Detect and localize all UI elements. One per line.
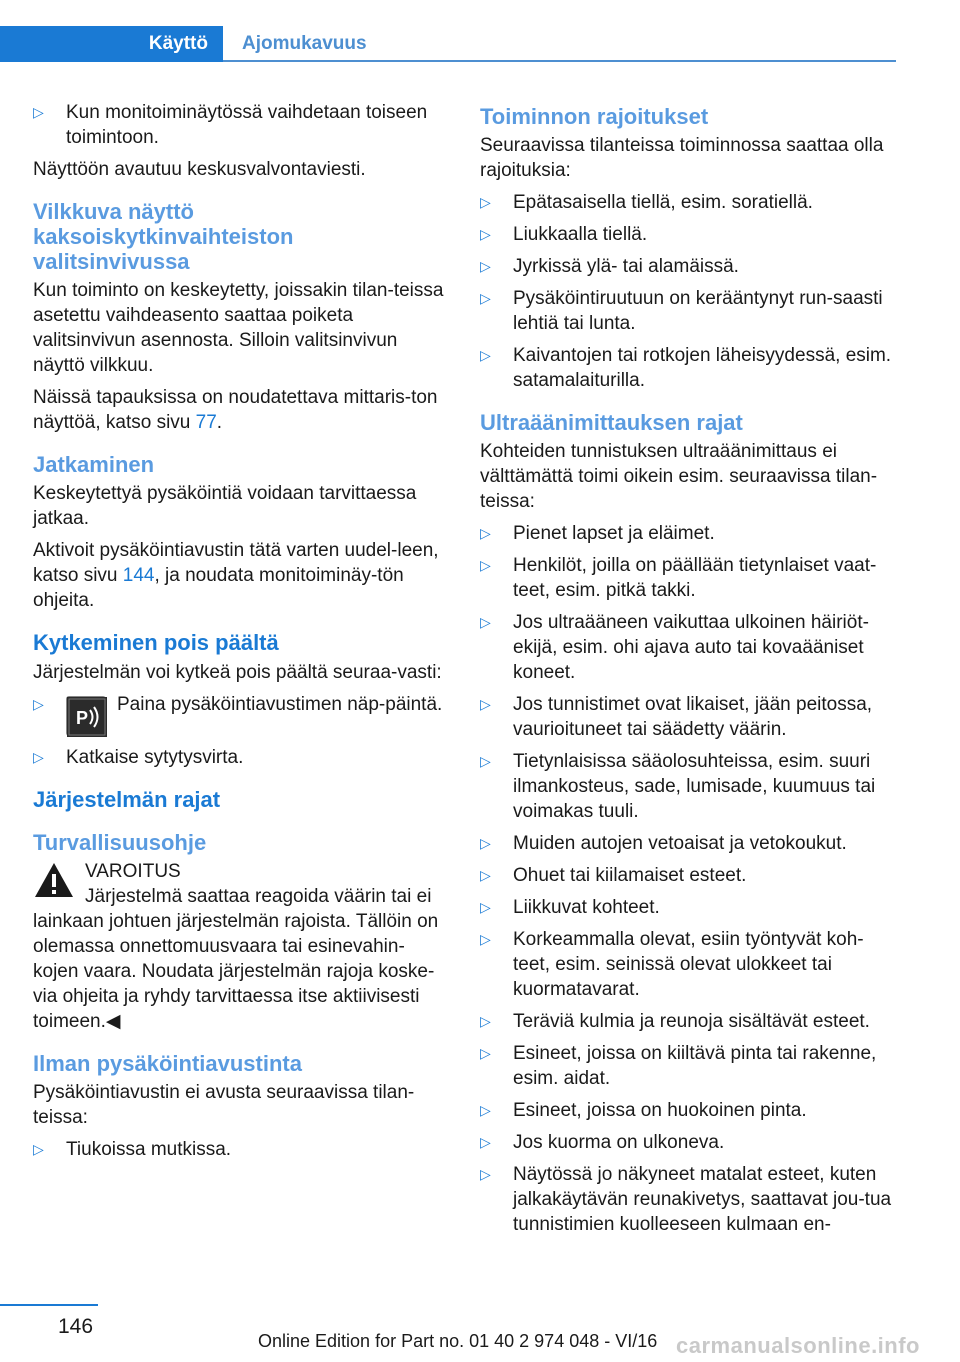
- svg-text:P: P: [76, 708, 89, 728]
- heading-ilman: Ilman pysäköintiavustinta: [33, 1051, 302, 1076]
- paragraph: Näyttöön avautuu keskusvalvontaviesti.: [33, 159, 366, 180]
- bullet-icon: ▷: [480, 1134, 491, 1150]
- paragraph: Kun toiminto on keskeytetty, joissakin tilan‐teissa asetettu vaihdeasento saattaa poiketa valitsinvivun asennosta. Silloin valitsinvivun näyttö vilkkuu.: [33, 280, 444, 376]
- bullet-icon: ▷: [480, 557, 491, 573]
- list-ultraaani: [480, 521, 898, 1237]
- page-link-144[interactable]: 144: [122, 565, 155, 586]
- edition-text: Online Edition for Part no. 01 40 2 974 048 - VI/16: [258, 1331, 658, 1351]
- list-item: ▷ Esineet, joissa on kiiltävä pinta tai rakenne, esim. aidat.: [480, 1043, 877, 1089]
- list-item: ▷ Korkeammalla olevat, esiin työntyvät koh‐teet, esim. seinissä olevat ulokkeet tai kuormatavarat.: [480, 929, 864, 1000]
- list-item: ▷ Pysäköintiruutuun on kerääntynyt run‐saasti lehtiä tai lunta.: [480, 288, 883, 334]
- heading-kytkeminen: Kytkeminen pois päältä: [33, 630, 279, 655]
- bullet-icon: ▷: [480, 1013, 491, 1029]
- warning-triangle-icon: [33, 861, 75, 899]
- paragraph: Aktivoit pysäköintiavustin tätä varten uudel‐leen, katso sivu 144, ja noudata monitoiminäy‐tön ohjeita.: [33, 540, 439, 611]
- list-item: ▷ Teräviä kulmia ja reunoja sisältävät esteet.: [480, 1011, 870, 1032]
- paragraph: Näissä tapauksissa on noudatettava mittaris‐ton näyttöä, katso sivu 77.: [33, 387, 438, 433]
- bullet-icon: ▷: [480, 1166, 491, 1182]
- bullet-icon: ▷: [480, 1102, 491, 1118]
- list-item: ▷ Muiden autojen vetoaisat ja vetokoukut.: [480, 833, 847, 854]
- warning-text: Järjestelmä saattaa reagoida väärin tai ei lainkaan johtuen järjestelmän rajoista. Tällöin on olemassa onnettomuusvaara tai esinevahin‐kojen vaara. Noudata järjestelmän rajoja koske‐via ohjeita ja ryhdy tarvittaessa itse aktiivisesti toimeen.◀: [33, 886, 439, 1032]
- bullet-icon: ▷: [480, 525, 491, 541]
- warning-block: [33, 859, 448, 1034]
- list-item: ▷ Epätasaisella tiellä, esim. soratiellä.: [480, 192, 813, 213]
- paragraph: Kohteiden tunnistuksen ultraäänimittaus ei välttämättä toimi oikein esim. seuraavissa tilan‐teissa:: [480, 441, 878, 512]
- bullet-icon: ▷: [480, 867, 491, 883]
- bullet-icon: ▷: [480, 899, 491, 915]
- list-item: ▷ Jos ultraääneen vaikuttaa ulkoinen häiriöt‐ekijä, esim. ohi ajava auto tai kovaääniset koneet.: [480, 612, 869, 683]
- bullet-icon: ▷: [480, 258, 491, 274]
- heading-ultraaani: Ultraäänimittauksen rajat: [480, 410, 743, 435]
- left-column: [33, 100, 448, 1169]
- park-assist-button-icon: [66, 696, 106, 736]
- list-item: ▷ Kaivantojen tai rotkojen läheisyydessä, esim. satamalaiturilla.: [480, 345, 892, 391]
- list-item: ▷ Liikkuvat kohteet.: [480, 897, 660, 918]
- bullet-icon: ▷: [480, 835, 491, 851]
- list-item: ▷ Kun monitoiminäytössä vaihdetaan toiseen toimintoon.: [33, 102, 428, 148]
- tab-kaytto[interactable]: Käyttö: [0, 26, 223, 62]
- list-item: ▷ Näytössä jo näkyneet matalat esteet, kuten jalkakäytävän reunakivetys, saattavat jou‐tua tunnistimien kuolleeseen kulmaan en‐: [480, 1164, 892, 1235]
- list-item: ▷ Jyrkissä ylä- tai alamäissä.: [480, 256, 739, 277]
- heading-rajat: Järjestelmän rajat: [33, 787, 221, 812]
- list-item: ▷ Tiukoissa mutkissa.: [33, 1139, 232, 1160]
- paragraph: Seuraavissa tilanteissa toiminnossa saattaa olla rajoituksia:: [480, 135, 884, 181]
- list-item: ▷ Jos tunnistimet ovat likaiset, jään peitossa, vaurioituneet tai säädetty väärin.: [480, 694, 873, 740]
- page-number: 146: [58, 1315, 94, 1338]
- bullet-icon: ▷: [33, 1141, 44, 1157]
- list-item: ▷ Liukkaalla tiellä.: [480, 224, 648, 245]
- bullet-icon: ▷: [480, 614, 491, 630]
- bullet-icon: ▷: [480, 194, 491, 210]
- list-rajoitukset: [480, 190, 898, 393]
- warning-title: VAROITUS: [85, 861, 181, 882]
- list-item: ▷ Tietynlaisissa sääolosuhteissa, esim. suuri ilmankosteus, sade, lumisade, kuumuus tai voimakas tuuli.: [480, 751, 876, 822]
- bullet-icon: ▷: [480, 290, 491, 306]
- bullet-icon: ▷: [33, 104, 44, 120]
- list-item: ▷ Katkaise sytytysvirta.: [33, 747, 244, 768]
- bullet-icon: ▷: [480, 1045, 491, 1061]
- page-link-77[interactable]: 77: [195, 412, 217, 433]
- paragraph: Järjestelmän voi kytkeä pois päältä seuraa‐vasti:: [33, 662, 442, 683]
- bullet-icon: ▷: [33, 696, 44, 712]
- bullet-icon: ▷: [480, 696, 491, 712]
- header-rule: [223, 60, 896, 62]
- tab-ajomukavuus[interactable]: Ajomukavuus: [242, 33, 367, 54]
- bullet-icon: ▷: [480, 931, 491, 947]
- list-item: ▷ Jos kuorma on ulkoneva.: [480, 1132, 725, 1153]
- footer-rule: [0, 1304, 98, 1306]
- list-item: ▷ Ohuet tai kiilamaiset esteet.: [480, 865, 747, 886]
- list-item: ▷ Henkilöt, joilla on päällään tietynlaiset vaat‐teet, esim. pitkä takki.: [480, 555, 877, 601]
- paragraph: Pysäköintiavustin ei avusta seuraavissa tilan‐teissa:: [33, 1082, 415, 1128]
- heading-toiminnon-rajoitukset: Toiminnon rajoitukset: [480, 104, 709, 129]
- bullet-icon: ▷: [480, 347, 491, 363]
- bullet-icon: ▷: [480, 753, 491, 769]
- watermark: carmanualsonline.info: [676, 1333, 920, 1358]
- heading-turvallisuusohje: Turvallisuusohje: [33, 830, 207, 855]
- right-column: [480, 100, 898, 1244]
- bullet-icon: ▷: [480, 226, 491, 242]
- list-item: ▷ Esineet, joissa on huokoinen pinta.: [480, 1100, 807, 1121]
- list-item: ▷ Pienet lapset ja eläimet.: [480, 523, 715, 544]
- heading-jatkaminen: Jatkaminen: [33, 452, 155, 477]
- bullet-icon: ▷: [33, 749, 44, 765]
- list-item: ▷ P Paina pysäköintiavustimen näp‐päintä.: [33, 692, 448, 738]
- paragraph: Keskeytettyä pysäköintiä voidaan tarvittaessa jatkaa.: [33, 483, 417, 529]
- heading-vilkkuva: Vilkkuva näyttö kaksoiskytkinvaihteiston valitsinvivussa: [33, 199, 294, 274]
- page-header: [0, 0, 896, 62]
